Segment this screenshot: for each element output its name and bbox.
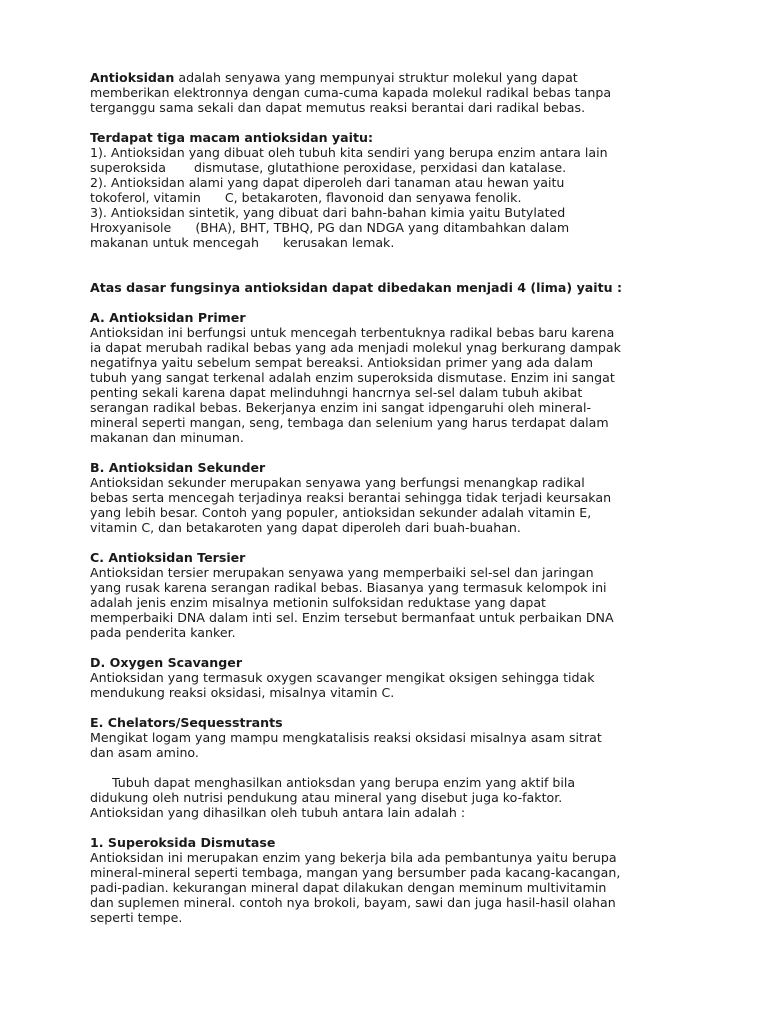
section-d (90, 655, 690, 700)
section-line: ia dapat merubah radikal bebas yang ada menjadi molekul ynag berkurang dampak (90, 340, 621, 355)
section-line: mineral seperti mangan, seng, tembaga dan selenium yang harus terdapat dalam (90, 415, 609, 430)
intro-line-2: memberikan elektronnya dengan cuma-cuma kapada molekul radikal bebas tanpa (90, 85, 612, 100)
section-line: adalah jenis enzim misalnya metionin sulfoksidan reduktase yang dapat (90, 595, 546, 610)
section-line: makanan dan minuman. (90, 430, 244, 445)
types-line: Hroxyanisole (BHA), BHT, TBHQ, PG dan NDGA yang ditambahkan dalam (90, 220, 570, 235)
body-line: Antioksidan yang dihasilkan oleh tubuh antara lain adalah : (90, 805, 466, 820)
types-section (90, 130, 690, 250)
section-line: mendukung reaksi oksidasi, misalnya vitamin C. (90, 685, 395, 700)
section-line: penting sekali karena dapat melinduhngi hancrnya sel-sel dalam tubuh akibat (90, 385, 583, 400)
section-line: Antioksidan tersier merupakan senyawa yang memperbaiki sel-sel dan jaringan (90, 565, 594, 580)
section-title: E. Chelators/Sequesstrants (90, 715, 283, 730)
enzyme-line: Antioksidan ini merupakan enzim yang bekerja bila ada pembantunya yaitu berupa (90, 850, 617, 865)
intro-paragraph (90, 70, 690, 115)
body-paragraph (90, 775, 690, 820)
intro-line-1 (90, 70, 690, 85)
types-line: tokoferol, vitamin C, betakaroten, flavonoid dan senyawa fenolik. (90, 190, 522, 205)
enzyme-line: padi-padian. kekurangan mineral dapat dilakukan dengan meminum multivitamin (90, 880, 607, 895)
section-line: tubuh yang sangat terkenal adalah enzim superoksida dismutase. Enzim ini sangat (90, 370, 615, 385)
body-line: Tubuh dapat menghasilkan antioksdan yang berupa enzim yang aktif bila (112, 775, 576, 790)
section-line: Antioksidan sekunder merupakan senyawa yang berfungsi menangkap radikal (90, 475, 585, 490)
section-b (90, 460, 690, 535)
section-line: negatifnya yaitu sebelum sempat bereaksi. Antioksidan primer yang ada dalam (90, 355, 593, 370)
section-line: vitamin C, dan betakaroten yang dapat diperoleh dari buah-buahan. (90, 520, 521, 535)
types-line: 1). Antioksidan yang dibuat oleh tubuh kita sendiri yang berupa enzim antara lain (90, 145, 608, 160)
types-line: 3). Antioksidan sintetik, yang dibuat dari bahn-bahan kimia yaitu Butylated (90, 205, 566, 220)
section-line: yang rusak karena serangan radikal bebas. Biasanya yang termasuk kelompok ini (90, 580, 607, 595)
section-line: bebas serta mencegah terjadinya reaksi berantai sehingga tidak terjadi keursakan (90, 490, 612, 505)
section-line: Antioksidan yang termasuk oxygen scavanger mengikat oksigen sehingga tidak (90, 670, 595, 685)
section-line: Antioksidan ini berfungsi untuk mencegah terbentuknya radikal bebas baru karena (90, 325, 615, 340)
section-line: pada penderita kanker. (90, 625, 236, 640)
section-title: A. Antioksidan Primer (90, 310, 246, 325)
section-c (90, 550, 690, 640)
document-body (90, 70, 690, 925)
section-e (90, 715, 690, 760)
section-line: dan asam amino. (90, 745, 199, 760)
intro-line-3: terganggu sama sekali dan dapat memutus reaksi berantai dari radikal bebas. (90, 100, 586, 115)
enzyme-line: dan suplemen mineral. contoh nya brokoli, bayam, sawi dan juga hasil-hasil olahan (90, 895, 616, 910)
enzyme-line: seperti tempe. (90, 910, 183, 925)
enzyme-section (90, 835, 690, 925)
intro-term: Antioksidan (90, 70, 175, 85)
types-line: superoksida dismutase, glutathione peroxidase, perxidasi dan katalase. (90, 160, 567, 175)
section-line: Mengikat logam yang mampu mengkatalisis reaksi oksidasi misalnya asam sitrat (90, 730, 602, 745)
section-a (90, 310, 690, 445)
function-heading: Atas dasar fungsinya antioksidan dapat dibedakan menjadi 4 (lima) yaitu : (90, 280, 622, 295)
types-line: makanan untuk mencegah kerusakan lemak. (90, 235, 395, 250)
section-title: C. Antioksidan Tersier (90, 550, 246, 565)
enzyme-title: 1. Superoksida Dismutase (90, 835, 276, 850)
section-line: serangan radikal bebas. Bekerjanya enzim ini sangat idpengaruhi oleh mineral- (90, 400, 592, 415)
intro-text: adalah senyawa yang mempunyai struktur molekul yang dapat (174, 70, 578, 85)
section-title: B. Antioksidan Sekunder (90, 460, 266, 475)
enzyme-line: mineral-mineral seperti tembaga, mangan yang bersumber pada kacang-kacangan, (90, 865, 621, 880)
section-line: memperbaiki DNA dalam inti sel. Enzim tersebut bermanfaat untuk perbaikan DNA (90, 610, 614, 625)
types-line: 2). Antioksidan alami yang dapat diperoleh dari tanaman atau hewan yaitu (90, 175, 565, 190)
section-title: D. Oxygen Scavanger (90, 655, 243, 670)
types-heading: Terdapat tiga macam antioksidan yaitu: (90, 130, 373, 145)
section-line: yang lebih besar. Contoh yang populer, antioksidan sekunder adalah vitamin E, (90, 505, 592, 520)
body-line: didukung oleh nutrisi pendukung atau mineral yang disebut juga ko-faktor. (90, 790, 563, 805)
